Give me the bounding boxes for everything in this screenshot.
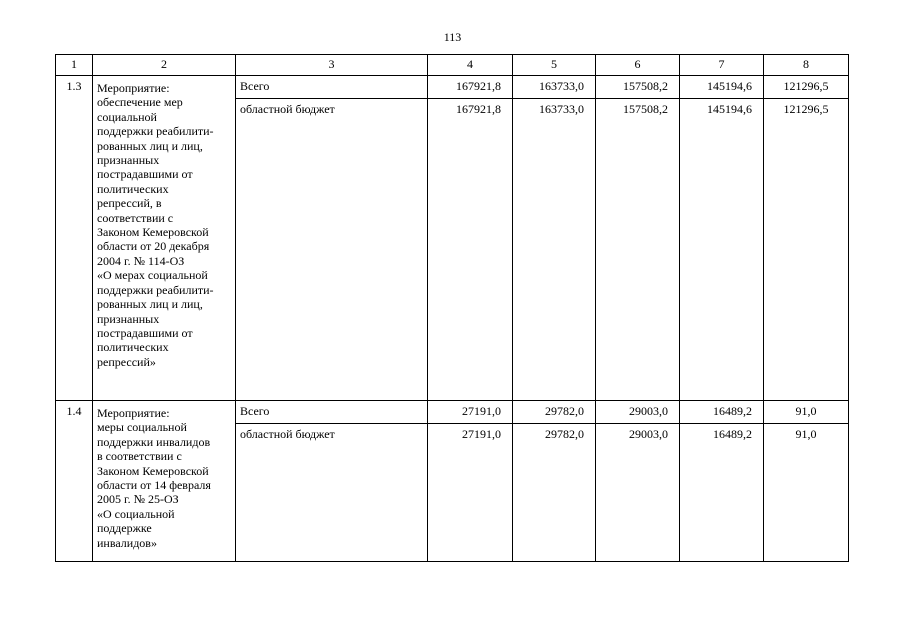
column-header: 6	[596, 55, 680, 76]
column-header: 5	[513, 55, 596, 76]
column-header: 8	[764, 55, 849, 76]
value-cell: 157508,2	[596, 99, 680, 401]
value-cell: 121296,5	[764, 99, 849, 401]
column-header: 7	[680, 55, 764, 76]
measure-name: Мероприятие: обеспечение мер социальной поддержки реабилити- рованных лиц и лиц, признанных пострадавшими от политических репрессий, в соответствии с Законом Кемеровской области от 20 декабря 2004 г. № 114-ОЗ «О мерах социальной поддержки реабилити- рованных лиц и лиц, признанных пострадавшими от политических репрессий»	[93, 76, 236, 401]
row-index: 1.3	[56, 76, 93, 401]
value-cell: 27191,0	[428, 401, 513, 424]
column-header: 1	[56, 55, 93, 76]
column-header: 2	[93, 55, 236, 76]
funding-source: Всего	[236, 401, 428, 424]
table-header-row	[56, 55, 849, 76]
table-row	[56, 401, 849, 424]
funding-source: областной бюджет	[236, 99, 428, 401]
value-cell: 16489,2	[680, 424, 764, 562]
value-cell: 91,0	[764, 424, 849, 562]
column-header: 3	[236, 55, 428, 76]
value-cell: 29782,0	[513, 424, 596, 562]
value-cell: 145194,6	[680, 99, 764, 401]
column-header: 4	[428, 55, 513, 76]
value-cell: 167921,8	[428, 99, 513, 401]
value-cell: 16489,2	[680, 401, 764, 424]
value-cell: 29003,0	[596, 424, 680, 562]
value-cell: 121296,5	[764, 76, 849, 99]
measure-name: Мероприятие: меры социальной поддержки инвалидов в соответствии с Законом Кемеровской области от 14 февраля 2005 г. № 25-ОЗ «О социальной поддержке инвалидов»	[93, 401, 236, 562]
value-cell: 163733,0	[513, 99, 596, 401]
table-row	[56, 76, 849, 99]
value-cell: 27191,0	[428, 424, 513, 562]
value-cell: 91,0	[764, 401, 849, 424]
value-cell: 157508,2	[596, 76, 680, 99]
page-number: 113	[443, 30, 462, 44]
value-cell: 145194,6	[680, 76, 764, 99]
value-cell: 29003,0	[596, 401, 680, 424]
value-cell: 29782,0	[513, 401, 596, 424]
budget-table	[55, 54, 849, 562]
value-cell: 163733,0	[513, 76, 596, 99]
funding-source: Всего	[236, 76, 428, 99]
value-cell: 167921,8	[428, 76, 513, 99]
row-index: 1.4	[56, 401, 93, 562]
funding-source: областной бюджет	[236, 424, 428, 562]
